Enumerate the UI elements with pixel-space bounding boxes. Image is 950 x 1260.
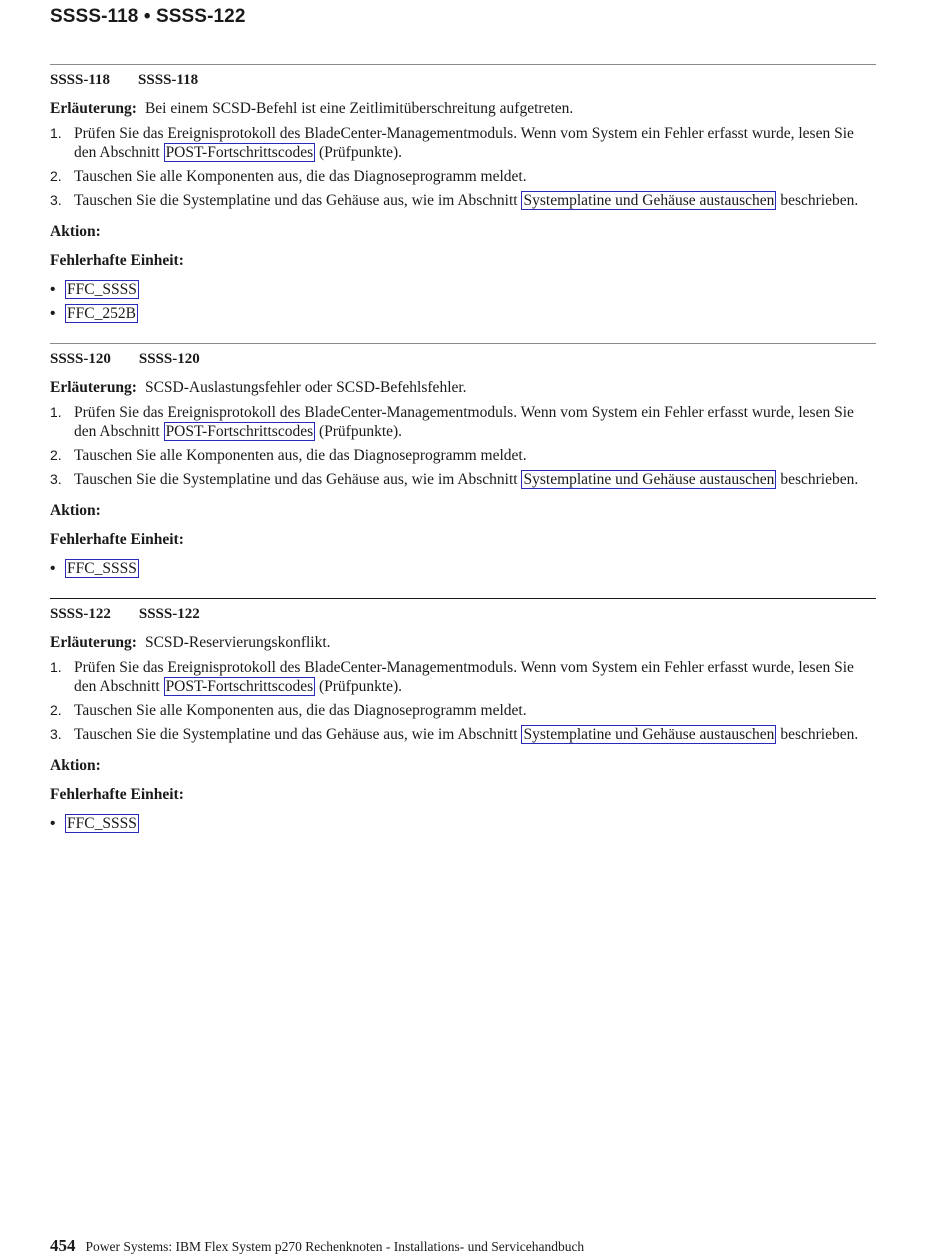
replace-system-board-link[interactable]: Systemplatine und Gehäuse austauschen <box>523 192 775 209</box>
step-text: Tauschen Sie alle Komponenten aus, die das Diagnoseprogramm meldet. <box>74 447 527 464</box>
step-item <box>50 124 876 162</box>
explanation <box>50 378 876 397</box>
step-text: Tauschen Sie die Systemplatine und das Gehäuse aus, wie im Abschnitt <box>74 471 522 488</box>
replace-system-board-link[interactable]: Systemplatine und Gehäuse austauschen <box>523 471 775 488</box>
step-text: Tauschen Sie die Systemplatine und das Gehäuse aus, wie im Abschnitt <box>74 726 522 743</box>
list-item <box>50 814 876 833</box>
step-text: Tauschen Sie alle Komponenten aus, die das Diagnoseprogramm meldet. <box>74 702 527 719</box>
list-item <box>50 559 876 578</box>
step-text: Prüfen Sie das Ereignisprotokoll des BladeCenter-Managementmoduls. Wenn vom System ein Fehler erfasst wurde, lesen Sie den Abschnitt <box>74 659 854 695</box>
error-code-repeat: SSSS-120 <box>138 351 200 367</box>
action-heading: Aktion: <box>50 757 101 774</box>
step-item <box>50 403 876 441</box>
step-item <box>50 658 876 696</box>
error-entry <box>50 343 876 598</box>
explanation-label: Erläuterung: <box>50 634 137 651</box>
step-item <box>50 167 876 186</box>
ffc-link[interactable]: FFC_252B <box>67 305 136 322</box>
error-code-repeat: SSSS-122 <box>138 606 200 622</box>
bullet: • <box>50 305 56 322</box>
action-heading: Aktion: <box>50 223 101 240</box>
step-number: 3. <box>50 726 62 742</box>
step-text: Prüfen Sie das Ereignisprotokoll des BladeCenter-Managementmoduls. Wenn vom System ein Fehler erfasst wurde, lesen Sie den Abschnitt <box>74 125 854 161</box>
step-item <box>50 191 876 210</box>
failing-unit-heading: Fehlerhafte Einheit: <box>50 786 184 803</box>
step-text-after: beschrieben. <box>776 726 859 743</box>
action-heading: Aktion: <box>50 502 101 519</box>
replace-system-board-link[interactable]: Systemplatine und Gehäuse austauschen <box>523 726 775 743</box>
explanation <box>50 99 876 118</box>
step-list <box>50 124 876 210</box>
failing-unit-list <box>50 559 876 578</box>
step-text-after: (Prüfpunkte). <box>315 423 403 440</box>
step-item <box>50 470 876 489</box>
step-list <box>50 658 876 744</box>
step-text: Prüfen Sie das Ereignisprotokoll des BladeCenter-Managementmoduls. Wenn vom System ein Fehler erfasst wurde, lesen Sie den Abschnitt <box>74 404 854 440</box>
explanation-text: SCSD-Reservierungskonflikt. <box>144 634 331 651</box>
post-progress-codes-link[interactable]: POST-Fortschrittscodes <box>165 423 314 440</box>
page-number: 454 <box>50 1236 76 1255</box>
step-number: 2. <box>50 447 62 463</box>
step-number: 1. <box>50 659 62 675</box>
entry-list <box>50 64 876 853</box>
bullet: • <box>50 560 56 577</box>
step-text: Tauschen Sie alle Komponenten aus, die das Diagnoseprogramm meldet. <box>74 168 527 185</box>
failing-unit-list <box>50 814 876 833</box>
step-list <box>50 403 876 489</box>
failing-unit-heading: Fehlerhafte Einheit: <box>50 252 184 269</box>
entry-title <box>50 70 876 90</box>
book-title: Power Systems: IBM Flex System p270 Rechenknoten - Installations- und Servicehandbuch <box>85 1239 585 1254</box>
step-number: 1. <box>50 125 62 141</box>
step-text-after: beschrieben. <box>776 471 859 488</box>
error-entry <box>50 598 876 853</box>
entry-title <box>50 349 876 369</box>
step-text: Tauschen Sie die Systemplatine und das Gehäuse aus, wie im Abschnitt <box>74 192 522 209</box>
ffc-link[interactable]: FFC_SSSS <box>67 560 137 577</box>
list-item <box>50 304 876 323</box>
step-text-after: (Prüfpunkte). <box>315 144 403 161</box>
explanation-text: Bei einem SCSD-Befehl ist eine Zeitlimitüberschreitung aufgetreten. <box>144 100 574 117</box>
step-text-after: (Prüfpunkte). <box>315 678 403 695</box>
page-header: SSSS-118 • SSSS-122 <box>50 6 246 27</box>
error-code: SSSS-120 <box>50 351 111 367</box>
failing-unit-heading: Fehlerhafte Einheit: <box>50 531 184 548</box>
step-item <box>50 725 876 744</box>
step-number: 3. <box>50 471 62 487</box>
error-entry <box>50 64 876 343</box>
step-text-after: beschrieben. <box>776 192 859 209</box>
step-item <box>50 446 876 465</box>
error-code: SSSS-118 <box>50 72 111 88</box>
post-progress-codes-link[interactable]: POST-Fortschrittscodes <box>165 678 314 695</box>
bullet: • <box>50 815 56 832</box>
step-number: 2. <box>50 702 62 718</box>
step-number: 3. <box>50 192 62 208</box>
explanation-text: SCSD-Auslastungsfehler oder SCSD-Befehlsfehler. <box>144 379 467 396</box>
page-footer <box>50 1236 584 1256</box>
explanation <box>50 633 876 652</box>
error-code: SSSS-122 <box>50 606 111 622</box>
bullet: • <box>50 281 56 298</box>
explanation-label: Erläuterung: <box>50 100 137 117</box>
step-item <box>50 701 876 720</box>
post-progress-codes-link[interactable]: POST-Fortschrittscodes <box>165 144 314 161</box>
list-item <box>50 280 876 299</box>
entry-title <box>50 604 876 624</box>
step-number: 2. <box>50 168 62 184</box>
error-code-repeat: SSSS-118 <box>138 72 199 88</box>
ffc-link[interactable]: FFC_SSSS <box>67 815 137 832</box>
step-number: 1. <box>50 404 62 420</box>
ffc-link[interactable]: FFC_SSSS <box>67 281 137 298</box>
explanation-label: Erläuterung: <box>50 379 137 396</box>
failing-unit-list <box>50 280 876 323</box>
